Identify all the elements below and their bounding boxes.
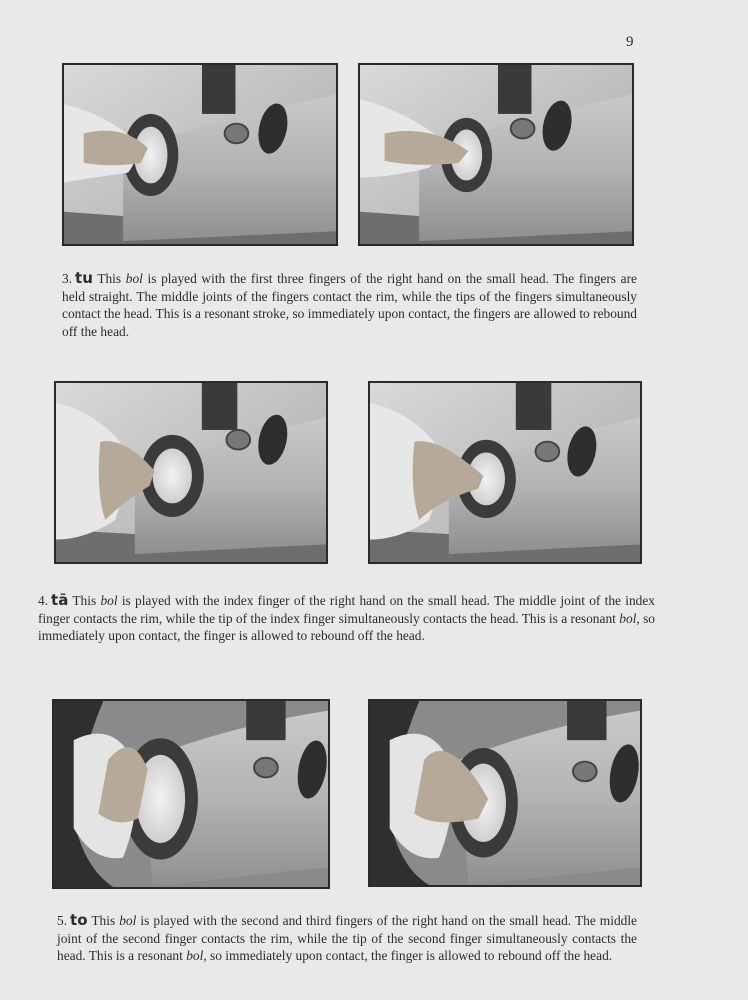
section-number: 4. — [38, 593, 49, 608]
bol-term: bol — [125, 271, 143, 286]
caption-to — [57, 912, 637, 965]
photo-ta-2 — [368, 381, 642, 564]
caption-text: , so immediately upon contact, the finger is allowed to rebound off the head. — [38, 610, 655, 644]
photo-ta-1 — [54, 381, 328, 564]
caption-tu — [62, 270, 637, 340]
photo-tu-2 — [358, 63, 634, 246]
photo-to-1 — [52, 699, 330, 889]
bol-term: bol — [186, 948, 204, 964]
section-number: 5. — [57, 913, 68, 928]
bol-term: bol — [119, 913, 137, 928]
bol-syllable: tā — [51, 591, 69, 609]
photo-to-2 — [368, 699, 642, 887]
caption-ta — [38, 592, 655, 645]
bol-term: bol — [100, 593, 118, 608]
lead-word: This — [97, 271, 122, 286]
section-number: 3. — [62, 271, 73, 286]
photo-tu-1 — [62, 63, 338, 246]
bol-syllable: tu — [75, 269, 93, 287]
caption-text: is played with the first three fingers of the right hand on the small head. The fingers are held straight. The middle joints of the fingers contact the rim, while the tips of the fingers simultaneously contact the head. This is a resonant stroke, so immediately upon contact, the fingers are allowed to rebound off the head. — [62, 271, 637, 339]
bol-term: bol — [619, 610, 637, 626]
lead-word: This — [72, 593, 97, 608]
caption-text: is played with the second and third fingers of the right hand on the small head. The middle joint of the second finger contacts the rim, while the tip of the second finger simultaneously contacts the head. This is a resonant — [57, 913, 637, 964]
caption-text: , so immediately upon contact, the finger is allowed to rebound off the head. — [203, 948, 613, 964]
page-number: 9 — [626, 34, 634, 50]
bol-syllable: to — [70, 911, 88, 929]
caption-text: is played with the index finger of the right hand on the small head. The middle joint of the index finger contacts the rim, while the tip of the index finger simultaneously contacts the head. This is a resonant — [38, 593, 655, 626]
lead-word: This — [91, 913, 116, 928]
